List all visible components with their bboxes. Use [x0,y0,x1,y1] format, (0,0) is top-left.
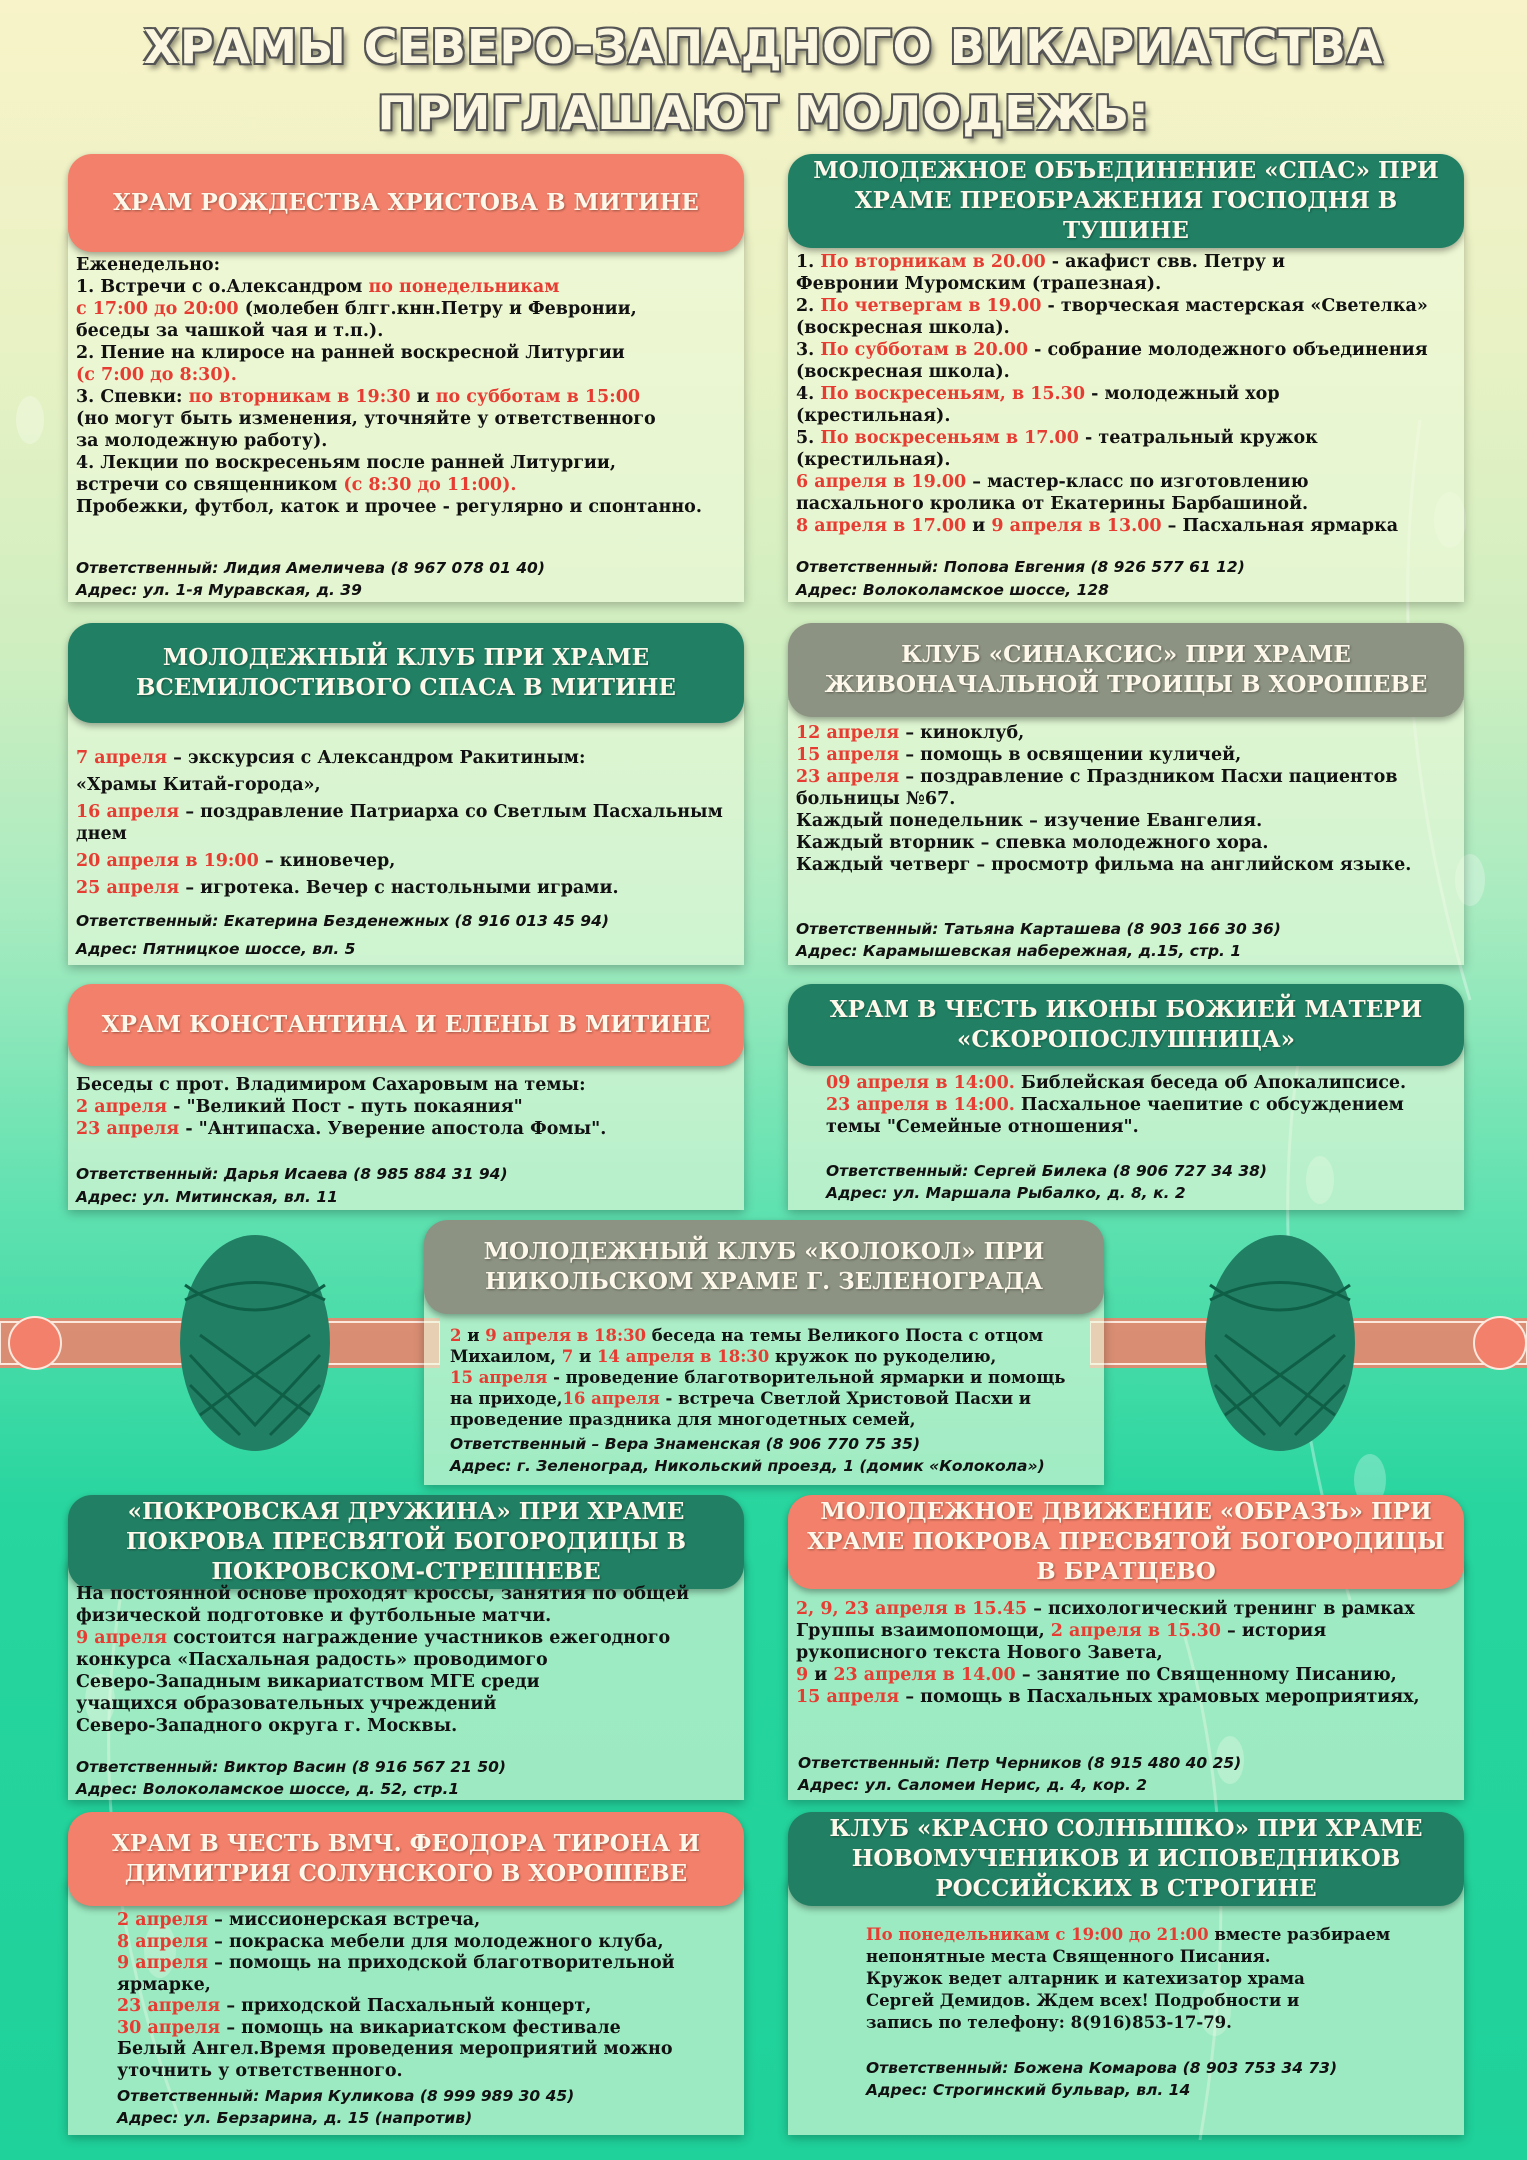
card-obraz-responsible: Ответственный: Петр Черников (8 915 480 40 25) [798,1754,1242,1772]
page-title-line-1: ХРАМЫ СЕВЕРО-ЗАПАДНОГО ВИКАРИАТСТВА [143,20,1384,74]
body-line [866,1924,1461,1946]
highlight-segment: 2 апреля [117,1910,209,1930]
body-line [76,877,741,899]
text-segment: – занятие по Священному Писанию, [1015,1665,1397,1685]
body-line [796,744,1461,766]
card-pokrovskaya-address: Адрес: Волоколамское шоссе, д. 52, стр.1 [76,1780,460,1798]
text-segment: – психологический тренинг в рамках [1027,1599,1415,1619]
body-line [796,361,1461,383]
card-feodora-body [117,1910,737,2082]
body-line [796,1598,1461,1620]
text-segment: – история [1220,1621,1327,1641]
body-line [76,452,741,474]
card-rozhdestva-body [76,254,741,518]
text-segment: уточнить у ответственного. [117,2060,403,2081]
text-segment: Каждый вторник – спевка молодежного хора. [796,833,1269,853]
body-line [796,1664,1461,1686]
text-segment: за молодежную работу). [76,431,328,451]
text-segment: Михаилом, [450,1347,562,1366]
highlight-segment: 23 апреля [796,767,900,787]
card-obraz-address: Адрес: ул. Саломеи Нерис, д. 4, кор. 2 [798,1776,1148,1794]
text-segment: состоится награждение участников ежегодного [167,1628,671,1648]
text-segment: 3. [796,340,821,360]
card-sinaksis-responsible: Ответственный: Татьяна Карташева (8 903 166 30 36) [796,920,1281,938]
card-kolokol-responsible: Ответственный – Вера Знаменская (8 906 770 75 35) [450,1435,921,1453]
card-konstantina-responsible: Ответственный: Дарья Исаева (8 985 884 31 94) [76,1165,508,1183]
text-segment: Пасхальное чаепитие с обсуждением [1014,1095,1404,1115]
card-feodora-responsible: Ответственный: Мария Куликова (8 999 989 30 45) [117,2087,575,2105]
body-line [796,317,1461,339]
highlight-segment: 23 апреля в 14.00 [833,1665,1016,1685]
card-vsemilostivogo-responsible: Ответственный: Екатерина Безденежных (8 916 013 45 94) [76,912,609,930]
text-segment: конкурса «Пасхальная радость» проводимого [76,1650,548,1670]
text-segment: – экскурсия с Александром Ракитиным: [167,748,586,768]
body-line [76,408,741,430]
body-line [450,1388,1100,1409]
body-line [796,854,1461,876]
body-line [796,832,1461,854]
body-line [450,1367,1100,1388]
text-segment: - "Великий Пост - путь покаяния" [167,1097,523,1117]
text-segment: беседа на темы Великого Поста с отцом [646,1326,1044,1345]
body-line [117,1910,737,1932]
text-segment: – миссионерская встреча, [208,1910,481,1930]
body-line [76,747,741,769]
highlight-segment: 9 апреля [117,1953,209,1973]
text-segment: 4. [796,384,821,404]
body-line [76,474,741,496]
text-segment: (воскресная школа). [796,318,1010,338]
body-line [796,722,1461,744]
card-krasno-title: КЛУБ «КРАСНО СОЛНЫШКО» ПРИ ХРАМЕ НОВОМУЧЕНИКОВ И ИСПОВЕДНИКОВ РОССИЙСКИХ В СТРОГИНЕ [788,1812,1464,1906]
text-segment: 1. Встречи с о.Александром [76,277,369,297]
highlight-segment: 8 апреля в 17.00 [796,516,967,536]
text-segment: – помощь в освящении куличей, [899,745,1242,765]
card-konstantina-body [76,1074,741,1140]
text-segment: Библейская беседа об Апокалипсисе. [1014,1073,1407,1093]
text-segment: - встреча Светлой Христовой Пасхи и [659,1389,1032,1408]
highlight-segment: 09 апреля в 14:00. [826,1073,1015,1093]
highlight-segment: 7 апреля [76,748,168,768]
card-skoroposlushnitsa-responsible: Ответственный: Сергей Билека (8 906 727 34 38) [826,1162,1268,1180]
text-segment: физической подготовке и футбольные матчи. [76,1606,552,1626]
easter-egg-left-icon [0,1225,440,1455]
text-segment: пасхального кролика от Екатерины Барбашиной. [796,494,1309,514]
text-segment: – киноклуб, [899,723,1025,743]
highlight-segment: 23 апреля в 14:00. [826,1095,1015,1115]
text-segment: Еженедельно: [76,255,221,275]
body-line [796,810,1461,832]
text-segment: вместе разбираем [1208,1925,1391,1944]
card-spas-title: МОЛОДЕЖНОЕ ОБЪЕДИНЕНИЕ «СПАС» ПРИ ХРАМЕ ПРЕОБРАЖЕНИЯ ГОСПОДНЯ В ТУШИНЕ [788,154,1464,248]
card-skoroposlushnitsa-title: ХРАМ В ЧЕСТЬ ИКОНЫ БОЖИЕЙ МАТЕРИ «СКОРОПОСЛУШНИЦА» [788,984,1464,1066]
text-segment: Сергей Демидов. Ждем всех! Подробности и [866,1991,1300,2010]
text-segment: – помощь в Пасхальных храмовых мероприятиях, [899,1687,1420,1707]
card-pokrovskaya-body [76,1583,741,1737]
body-line [796,515,1461,537]
highlight-segment: По воскресеньям в 17.00 [820,428,1079,448]
text-segment: больницы №67. [796,789,956,809]
body-line [117,2039,737,2061]
body-line [796,449,1461,471]
text-segment: запись по телефону: 8(916)853-17-79. [866,2013,1232,2032]
body-line [117,2061,737,2083]
highlight-segment: По понедельникам с 19:00 до 21:00 [866,1925,1209,1944]
text-segment: Белый Ангел.Время проведения мероприятий можно [117,2039,673,2059]
body-line [117,2018,737,2040]
body-line [826,1116,1461,1138]
body-line [76,1118,741,1140]
text-segment: Беседы с прот. Владимиром Сахаровым на темы: [76,1075,586,1095]
text-segment: и [461,1326,486,1345]
body-line [450,1325,1100,1346]
text-segment: – игротека. Вечер с настольными играми. [179,878,619,898]
text-segment: рукописного текста Нового Завета, [796,1643,1163,1663]
card-rozhdestva-responsible: Ответственный: Лидия Амеличева (8 967 078 01 40) [76,559,545,577]
card-krasno-responsible: Ответственный: Божена Комарова (8 903 753 34 73) [866,2059,1338,2077]
text-segment: Февронии Муромским (трапезная). [796,274,1162,294]
text-segment: (но могут быть изменения, уточняйте у ответственного [76,409,656,429]
highlight-segment: 16 апреля [76,802,180,822]
body-line [76,254,741,276]
highlight-segment: По субботам в 20.00 [820,340,1029,360]
text-segment: и [573,1347,597,1366]
text-segment: темы "Семейные отношения". [826,1117,1139,1137]
highlight-segment: 2 апреля [76,1097,168,1117]
body-line [76,276,741,298]
body-line [796,766,1461,788]
body-line [76,1627,741,1649]
body-line [866,1946,1461,1968]
highlight-segment: 8 апреля [117,1931,209,1952]
card-kolokol-address: Адрес: г. Зеленоград, Никольский проезд, 1 (домик «Колокола») [450,1457,1045,1475]
highlight-segment: 14 апреля в 18:30 [596,1347,770,1366]
body-line [866,2012,1461,2034]
highlight-segment: По вторникам в 20.00 [820,252,1046,272]
body-line [76,1649,741,1671]
body-line [76,298,741,320]
text-segment: и [410,387,436,407]
highlight-segment: 25 апреля [76,878,180,898]
text-segment: – киновечер, [258,851,396,871]
body-line [796,427,1461,449]
body-line [450,1409,1100,1430]
highlight-segment: 9 [796,1665,809,1685]
text-segment: и [966,516,992,536]
body-line [866,1968,1461,1990]
highlight-segment: 9 апреля в 13.00 [991,516,1162,536]
body-line [796,273,1461,295]
card-pokrovskaya-responsible: Ответственный: Виктор Васин (8 916 567 21 50) [76,1758,506,1776]
highlight-segment: 2 [450,1326,462,1345]
card-vsemilostivogo-address: Адрес: Пятницкое шоссе, вл. 5 [76,940,356,958]
highlight-segment: 16 апреля [562,1389,660,1408]
highlight-segment: 15 апреля [796,1687,900,1707]
highlight-segment: 9 апреля в 18:30 [485,1326,647,1345]
text-segment: – покраска мебели для молодежного клуба, [208,1931,664,1952]
text-segment: «Храмы Китай-города», [76,775,321,795]
body-line [796,1620,1461,1642]
body-line [76,496,741,518]
card-spas-address: Адрес: Волоколамское шоссе, 128 [796,581,1109,599]
body-line [117,1996,737,2018]
card-feodora-title: ХРАМ В ЧЕСТЬ ВМЧ. ФЕОДОРА ТИРОНА И ДИМИТРИЯ СОЛУНСКОГО В ХОРОШЕВЕ [68,1812,744,1906]
text-segment: проведение праздника для многодетных семей, [450,1410,916,1429]
highlight-segment: 30 апреля [117,2017,221,2038]
card-sinaksis-title: КЛУБ «СИНАКСИС» ПРИ ХРАМЕ ЖИВОНАЧАЛЬНОЙ ТРОИЦЫ В ХОРОШЕВЕ [788,623,1464,717]
highlight-segment: с 17:00 до 20:00 [76,299,239,319]
highlight-segment: 9 апреля [76,1628,168,1648]
text-segment: – помощь на викариатском фестивале [220,2017,621,2038]
body-line [76,320,741,342]
card-pokrovskaya-title: «ПОКРОВСКАЯ ДРУЖИНА» ПРИ ХРАМЕ ПОКРОВА ПРЕСВЯТОЙ БОГОРОДИЦЫ В ПОКРОВСКОМ-СТРЕШНЕВЕ [68,1495,744,1589]
card-sinaksis-body [796,722,1461,876]
text-segment: - собрание молодежного объединения [1028,340,1428,360]
card-spas-responsible: Ответственный: Попова Евгения (8 926 577 61 12) [796,558,1245,576]
text-segment: и [808,1665,834,1685]
highlight-segment: По четвергам в 19.00 [820,296,1042,316]
highlight-segment: 15 апреля [796,745,900,765]
body-line [796,383,1461,405]
text-segment: - акафист свв. Петру и [1045,252,1285,272]
text-segment: - творческая мастерская «Светелка» [1041,296,1428,316]
body-line [796,295,1461,317]
card-krasno-body [866,1924,1461,2034]
text-segment: - молодежный хор [1085,384,1280,404]
body-line [76,1693,741,1715]
text-segment: Каждый понедельник – изучение Евангелия. [796,811,1263,831]
text-segment: На постоянной основе проходят кроссы, занятия по общей [76,1584,690,1604]
body-line [76,430,741,452]
highlight-segment: 2, 9, 23 апреля в 15.45 [796,1599,1028,1619]
card-rozhdestva-address: Адрес: ул. 1-я Муравская, д. 39 [76,581,362,599]
card-skoroposlushnitsa-address: Адрес: ул. Маршала Рыбалко, д. 8, к. 2 [826,1184,1186,1202]
text-segment: Кружок ведет алтарник и катехизатор храма [866,1969,1305,1988]
highlight-segment: (с 8:30 до 11:00). [343,475,517,495]
text-segment: – мастер-класс по изготовлению [966,472,1309,492]
body-line [450,1346,1100,1367]
body-line [796,471,1461,493]
text-segment: – поздравление с Праздником Пасхи пациентов [899,767,1398,787]
body-line [76,1605,741,1627]
highlight-segment: (с 7:00 до 8:30). [76,365,237,385]
card-vsemilostivogo-body [76,747,741,904]
body-line [796,493,1461,515]
card-kolokol-body [450,1325,1100,1430]
text-segment: ярмарке, [117,1974,211,1995]
text-segment: Пробежки, футбол, каток и прочее - регулярно и спонтанно. [76,497,702,517]
text-segment: встречи со священником [76,475,344,495]
body-line [117,1932,737,1954]
card-rozhdestva-title: ХРАМ РОЖДЕСТВА ХРИСТОВА В МИТИНЕ [68,154,744,252]
text-segment: Северо-Западным викариатством МГЕ среди [76,1672,540,1692]
card-feodora-address: Адрес: ул. Берзарина, д. 15 (напротив) [117,2109,473,2127]
body-line [826,1072,1461,1094]
highlight-segment: По воскресеньям, в 15.30 [820,384,1086,404]
body-line [796,251,1461,273]
text-segment: - театральный кружок [1078,428,1318,448]
body-line [76,801,741,845]
card-obraz-title: МОЛОДЕЖНОЕ ДВИЖЕНИЕ «ОБРАЗЪ» ПРИ ХРАМЕ ПОКРОВА ПРЕСВЯТОЙ БОГОРОДИЦЫ В БРАТЦЕВО [788,1495,1464,1589]
body-line [796,339,1461,361]
easter-egg-right-icon [1090,1225,1527,1455]
body-line [76,1096,741,1118]
highlight-segment: по вторникам в 19:30 [188,387,411,407]
highlight-segment: 23 апреля [76,1119,180,1139]
card-skoroposlushnitsa-body [826,1072,1461,1138]
highlight-segment: 23 апреля [117,1996,221,2016]
card-sinaksis-address: Адрес: Карамышевская набережная, д.15, стр. 1 [796,942,1242,960]
text-segment: непонятные места Священного Писания. [866,1947,1271,1966]
text-segment: (молебен блгг.кнн.Петру и Февронии, [238,299,637,319]
body-line [76,1715,741,1737]
card-spas-body [796,251,1461,537]
body-line [826,1094,1461,1116]
text-segment: – поздравление Патриарха со Светлым Пасхальным днем [76,802,723,844]
text-segment: – приходской Пасхальный концерт, [220,1996,592,2016]
highlight-segment: 7 [561,1347,574,1366]
body-line [117,1953,737,1975]
text-segment: Группы взаимопомощи, [796,1621,1051,1641]
body-line [76,1671,741,1693]
text-segment: - проведение благотворительной ярмарки и помощь [547,1368,1066,1387]
body-line [76,1074,741,1096]
text-segment: - "Антипасха. Уверение апостола Фомы". [179,1119,607,1139]
body-line [796,788,1461,810]
body-line [76,774,741,796]
text-segment: кружок по рукоделию, [769,1347,997,1366]
page-title-line-2: ПРИГЛАШАЮТ МОЛОДЕЖЬ: [377,86,1150,140]
highlight-segment: по субботам в 15:00 [435,387,641,407]
text-segment: (крестильная). [796,406,951,426]
text-segment: (крестильная). [796,450,951,470]
card-krasno-address: Адрес: Строгинский бульвар, вл. 14 [866,2081,1191,2099]
text-segment: Каждый четверг – просмотр фильма на английском языке. [796,855,1412,875]
text-segment: 2. [796,296,821,316]
body-line [117,1975,737,1997]
card-konstantina-address: Адрес: ул. Митинская, вл. 11 [76,1188,338,1206]
body-line [796,1642,1461,1664]
text-segment: – Пасхальная ярмарка [1161,516,1399,536]
text-segment: на приходе, [450,1389,563,1408]
body-line [796,405,1461,427]
text-segment: (воскресная школа). [796,362,1010,382]
highlight-segment: 15 апреля [450,1368,548,1387]
highlight-segment: по понедельникам [368,277,560,297]
text-segment: учащихся образовательных учреждений [76,1694,497,1714]
text-segment: 5. [796,428,821,448]
card-konstantina-title: ХРАМ КОНСТАНТИНА И ЕЛЕНЫ В МИТИНЕ [68,984,744,1066]
text-segment: 1. [796,252,821,272]
highlight-segment: 20 апреля в 19:00 [76,851,259,871]
body-line [796,1686,1461,1708]
card-kolokol-title: МОЛОДЕЖНЫЙ КЛУБ «КОЛОКОЛ» ПРИ НИКОЛЬСКОМ ХРАМЕ Г. ЗЕЛЕНОГРАДА [424,1220,1104,1314]
card-obraz-body [796,1598,1461,1708]
body-line [866,1990,1461,2012]
body-line [76,364,741,386]
card-vsemilostivogo-title: МОЛОДЕЖНЫЙ КЛУБ ПРИ ХРАМЕ ВСЕМИЛОСТИВОГО СПАСА В МИТИНЕ [68,623,744,723]
text-segment: 4. Лекции по воскресеньям после ранней Литургии, [76,453,616,473]
highlight-segment: 2 апреля в 15.30 [1050,1621,1221,1641]
text-segment: 3. Спевки: [76,387,189,407]
text-segment: беседы за чашкой чая и т.п.). [76,321,384,341]
text-segment: Северо-Западного округа г. Москвы. [76,1716,458,1736]
body-line [76,386,741,408]
text-segment: – помощь на приходской благотворительной [208,1953,675,1973]
body-line [76,1583,741,1605]
body-line [76,342,741,364]
highlight-segment: 6 апреля в 19.00 [796,472,967,492]
highlight-segment: 12 апреля [796,723,900,743]
text-segment: 2. Пение на клиросе на ранней воскресной Литургии [76,343,625,363]
body-line [76,850,741,872]
